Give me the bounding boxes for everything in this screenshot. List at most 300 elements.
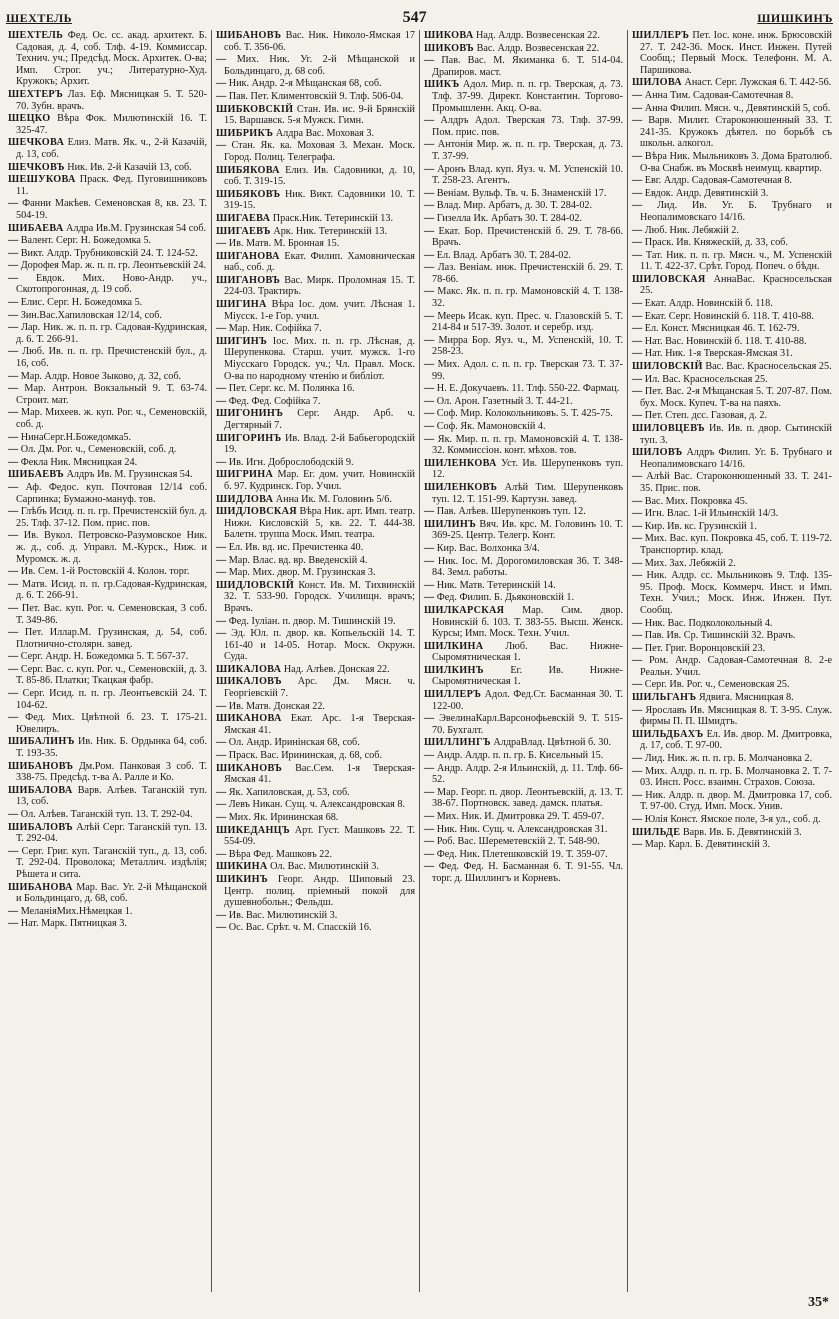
directory-entry <box>424 811 623 823</box>
entry-dash: — <box>424 286 435 298</box>
directory-entry <box>424 849 623 861</box>
entry-text: Ник. Алдр. сс. Мыльниковъ 9. Тлф. 135-95. Проф. Моск. Коммерч. Инст. и Имп. Техн. Учил.; Моск. Инж. Инжен. Пут. Сообщ. <box>640 570 832 616</box>
directory-entry <box>216 494 415 506</box>
entry-text: МеланіяМих.Нѣмецкая 1. <box>18 905 133 917</box>
directory-entry <box>8 712 207 735</box>
directory-entry <box>8 603 207 626</box>
entry-text: Ник. Матв. Тетеринскій 14. <box>434 579 556 591</box>
entry-surname: ШИКИНЪ <box>216 873 268 885</box>
directory-entry <box>632 90 832 102</box>
entry-dash: — <box>424 139 435 151</box>
entry-dash: — <box>424 163 435 175</box>
directory-entry <box>632 103 832 115</box>
entry-dash: — <box>632 789 643 801</box>
entry-text: Алдра Ив.М. Грузинская 54 соб. <box>63 222 207 234</box>
entry-dash: — <box>8 431 19 443</box>
entry-surname: ШЕЧКОВЪ <box>8 161 65 173</box>
directory-entry <box>632 323 832 335</box>
entry-text: Люб. Ив. п. п. гр. Пречистенскій бул., д. 16, соб. <box>16 346 207 370</box>
entry-dash: — <box>632 249 643 261</box>
entry-surname: ШИБАЛОВЪ <box>8 821 74 833</box>
entry-text: Вас. Ник. Николо-Ямская 17 соб. Т. 356-06. <box>224 30 415 53</box>
entry-text: Пет. Григ. Воронцовскій 23. <box>642 642 766 654</box>
entry-dash: — <box>8 309 19 321</box>
entry-surname: ШИЛКИНА <box>424 640 484 652</box>
entry-text: Анна Ик. М. Головинъ 5/6. <box>273 493 392 505</box>
entry-dash: — <box>8 809 19 820</box>
directory-entry <box>8 273 207 296</box>
entry-text: Мар. Алдр. Новое Зыково, д. 32, соб. <box>18 370 182 382</box>
entry-text: Елис. Серг. Н. Божедомка 5. <box>18 297 143 309</box>
entry-text: Влад. Мир. Арбатъ, д. 30. Т. 284-02. <box>434 200 593 212</box>
directory-entry <box>216 616 415 628</box>
directory-entry <box>632 471 832 494</box>
directory-entry <box>424 383 623 395</box>
directory-entry <box>424 434 623 457</box>
directory-entry <box>216 922 415 934</box>
entry-text: Фед. Филип. Б. Дьяконовскій 1. <box>434 592 575 604</box>
entry-dash: — <box>8 506 19 518</box>
directory-entry <box>424 787 623 810</box>
directory-entry <box>216 238 415 250</box>
entry-text: Екат. Алдр. Новинскій б. 118. <box>642 298 773 310</box>
entry-dash: — <box>8 578 19 590</box>
entry-dash: — <box>632 617 643 629</box>
directory-entry <box>632 374 832 386</box>
entry-text: Іос. Мих. п. п. гр. Лѣсная, д. Шерупенкова. Старш. учит. мужск. 1-го Міусскаго Городск. уч.; Чл. Правл. Моск. О-ва по народному чтенію и библіот. <box>224 335 415 382</box>
entry-text: Лаз. Веніам. инж. Пречистенскій б. 29. Т. 78-66. <box>432 262 623 285</box>
directory-entry <box>8 846 207 881</box>
entry-text: Анна Тим. Садовая-Самотечная 8. <box>642 89 794 101</box>
entry-dash: — <box>632 175 643 187</box>
directory-entry <box>424 213 623 225</box>
entry-text: Антонія Мир. ж. п. п. гр. Тверская, д. 73. Т. 37-99. <box>432 139 623 162</box>
entry-text: Анаст. Серг. Лужская 6. Т. 442-56. <box>681 77 832 89</box>
entry-text: Серг. Григ. куп. Таганскій туп., д. 13, соб. Т. 292-04. Проволока; Металлич. издѣлія; Рѣшета и сита. <box>16 845 207 880</box>
directory-entry <box>216 396 415 408</box>
entry-dash: — <box>632 839 643 851</box>
directory-entry <box>8 627 207 650</box>
entry-dash: — <box>632 224 643 236</box>
directory-entry <box>216 713 415 736</box>
directory-entry <box>424 43 623 55</box>
directory-entry <box>216 542 415 554</box>
directory-entry <box>424 335 623 358</box>
entry-dash: — <box>632 495 643 507</box>
directory-entry <box>8 651 207 663</box>
directory-entry <box>8 113 207 136</box>
entry-surname: ШИЛОВСКАЯ <box>632 273 706 285</box>
entry-surname: ШИКАЛОВЪ <box>216 676 282 688</box>
directory-entry <box>8 162 207 174</box>
entry-dash: — <box>424 334 435 346</box>
entry-text: Праск. Фед. Пуговишниковъ 11. <box>16 174 207 197</box>
entry-text: Ядвига. Мясницкая 8. <box>696 692 794 704</box>
entry-dash: — <box>8 235 19 247</box>
entry-text: Алѣй Серг. Таганскій туп. 13. Т. 292-04. <box>16 821 207 845</box>
entry-text: Андр. Алдр. 2-я Ильинскій, д. 11. Тлф. 66-52. <box>432 762 623 786</box>
entry-text: Мар. Влас. вд. вр. Введенскій 4. <box>226 554 368 566</box>
directory-entry <box>632 630 832 642</box>
entry-text: Мар. Мих. двор. М. Грузинская 3. <box>226 567 376 579</box>
directory-entry <box>632 188 832 200</box>
entry-dash: — <box>216 78 227 90</box>
entry-text: Валент. Серг. Н. Божедомка 5. <box>18 235 152 247</box>
directory-entry <box>216 861 415 873</box>
directory-entry <box>424 836 623 848</box>
entry-surname: ШИЛЬДЕ <box>632 826 681 838</box>
entry-text: Мар. Георг. п. двор. Леонтьевскій, д. 13. Т. 38-67. Портновск. завед. дамск. платья. <box>432 786 623 810</box>
entry-text: Зин.Вас.Хапиловская 12/14, соб. <box>18 309 162 321</box>
entry-surname: ШИБАНОВЪ <box>216 30 282 41</box>
entry-dash: — <box>8 566 19 578</box>
entry-text: Пет. Іос. коне. инж. Брюсовскій 27. Т. 242-36. Моск. Инст. Инжен. Путей Сообщ.; Первый Моск. Телефонн. М. А. Паршикова. <box>640 30 832 76</box>
directory-entry <box>8 469 207 481</box>
entry-surname: ШИЛКИНЪ <box>424 664 484 676</box>
entry-dash: — <box>216 323 227 335</box>
entry-surname: ШИГОНИНЪ <box>216 408 284 420</box>
entry-dash: — <box>632 150 643 162</box>
entry-surname: ШИКАНОВА <box>216 713 282 725</box>
entry-text: Лид. Ник. ж. п. п. гр. Б. Молчановка 2. <box>642 753 813 765</box>
directory-entry <box>424 139 623 162</box>
entry-text: Викт. Алдр. Трубниковскій 24. Т. 124-52. <box>18 247 198 259</box>
entry-dash: — <box>632 410 643 422</box>
directory-entry <box>8 918 207 930</box>
directory-entry <box>216 825 415 848</box>
entry-text: Серг. Исид. п. п. гр. Леонтьевскій 24. Т. 104-62. <box>16 688 207 711</box>
entry-dash: — <box>632 655 643 667</box>
entry-dash: — <box>8 407 19 419</box>
entry-text: Мар. Карл. Б. Девятинскій 3. <box>642 839 771 851</box>
entry-dash: — <box>632 533 643 545</box>
entry-surname: ШИЛЛЕРЪ <box>632 30 690 41</box>
entry-text: Ив. Игн. Доброслободскій 9. <box>226 456 354 468</box>
directory-entry <box>216 567 415 579</box>
entry-dash: — <box>424 225 435 237</box>
directory-entry <box>216 336 415 382</box>
directory-entry <box>216 408 415 431</box>
directory-entry <box>632 151 832 174</box>
entry-text: Лар. Ник. ж. п. п. гр. Садовая-Кудринская, д. 6. Т. 266-91. <box>16 322 207 345</box>
entry-dash: — <box>424 200 435 212</box>
directory-entry <box>632 447 832 470</box>
entry-text: Алдръ Ив. М. Грузинская 54. <box>64 469 193 481</box>
directory-entry <box>8 310 207 322</box>
entry-dash: — <box>216 456 227 468</box>
entry-text: Веніам. Вульф. Тв. ч. Б. Знаменскій 17. <box>434 187 607 199</box>
entry-surname: ШИБКОВСКІЙ <box>216 103 294 115</box>
entry-dash: — <box>632 642 643 654</box>
directory-entry <box>216 383 415 395</box>
directory-entry <box>424 737 623 749</box>
entry-dash: — <box>8 845 19 857</box>
directory-entry <box>632 115 832 150</box>
directory-entry <box>632 200 832 223</box>
directory-entry <box>8 198 207 221</box>
entry-text: Дорофея Мар. ж. п. п. гр. Леонтьевскій 24. <box>18 260 206 272</box>
entry-dash: — <box>424 592 435 604</box>
directory-entry <box>424 359 623 382</box>
entry-dash: — <box>424 262 435 274</box>
entry-surname: ШЕХТЕРЪ <box>8 88 64 100</box>
entry-text: Алѣй Тим. Шерупенковъ туп. 12. Т. 151-99. Картузн. завед. <box>432 481 623 505</box>
entry-text: Нат. Марк. Пятницкая 3. <box>18 918 127 930</box>
entry-text: Пет. Степ. дсс. Газовая, д. 2. <box>642 410 768 422</box>
entry-surname: ШИДЛОВСКІЙ <box>216 579 295 591</box>
entry-text: АлдраВлад. Цвѣтной б. 30. <box>490 737 611 749</box>
entry-text: Вяч. Ив. крс. М. Головинъ 10. Т. 369-25. Центр. Телегр. Конт. <box>432 518 623 542</box>
directory-entry <box>632 790 832 813</box>
entry-dash: — <box>424 408 435 420</box>
entry-text: Евдок. Мих. Ново-Андр. уч., Скотопрогонная, д. 19 соб. <box>16 272 207 296</box>
directory-entry <box>632 175 832 187</box>
entry-text: Ег. Ив. Нижне-Сыромятническая 1. <box>432 664 623 688</box>
entry-text: Серг. Андр. Н. Божедомка 5. Т. 567-37. <box>18 651 189 663</box>
entry-dash: — <box>8 530 19 542</box>
entry-dash: — <box>216 238 227 250</box>
entry-text: Уст. Ив. Шерупенковъ туп. 12. <box>432 457 623 481</box>
entry-text: Арк. Ник. Тетеринскій 13. <box>270 225 388 237</box>
entry-text: Ром. Андр. Садовая-Самотечная 8. 2-е Реальн. Учил. <box>640 655 832 678</box>
entry-text: Екат. Бор. Пречистенскій б. 29. Т. 78-66. Врачъ. <box>432 225 623 249</box>
entry-text: Соф. Мир. Колокольниковъ. 5. Т. 425-75. <box>434 408 613 420</box>
directory-entry <box>632 839 832 851</box>
entry-text: Як. Хапиловская, д. 53, соб. <box>226 786 350 798</box>
entry-text: Вас. Мих. Покровка 45. <box>642 495 748 507</box>
entry-text: Кир. Вас. Волхонка 3/4. <box>434 542 540 554</box>
entry-text: Мих. Зах. Лебяжій 2. <box>642 557 736 569</box>
entry-dash: — <box>632 89 643 101</box>
directory-entry <box>424 30 623 42</box>
directory-entry <box>216 628 415 663</box>
directory-entry <box>424 396 623 408</box>
entry-text: Ив. Вукол. Петровско-Разумовское Ник. ж. д., соб. д. Управл. М.-Курск., Ниж. и Муромск. ж. д. <box>16 530 207 565</box>
directory-entry <box>216 189 415 212</box>
directory-entry <box>216 140 415 163</box>
directory-entry <box>8 407 207 430</box>
entry-text: Ел. Конст. Мясницкая 46. Т. 162-79. <box>642 323 800 335</box>
entry-surname: ШИБАНОВЪ <box>8 760 74 772</box>
directory-entry <box>424 824 623 836</box>
directory-entry <box>424 750 623 762</box>
entry-text: Пав. Вас. М. Якиманка 6. Т. 514-04. Драпиров. маст. <box>432 55 623 78</box>
entry-dash: — <box>424 395 435 407</box>
directory-entry <box>424 55 623 78</box>
entry-dash: — <box>424 750 435 762</box>
entry-text: Арт. Густ. Машковъ 22. Т. 554-09. <box>224 824 415 848</box>
entry-dash: — <box>8 260 19 272</box>
entry-text: Ярославъ Ив. Мясницкая 8. Т. 3-95. Служ. фирмы П. П. Шмидтъ. <box>640 704 832 728</box>
running-head-right: ШИШКИНЪ <box>757 10 833 25</box>
entry-text: Ол. Арон. Газетный 3. Т. 44-21. <box>434 395 573 407</box>
entry-text: Макс. Як. п. п. гр. Мамоновскій 4. Т. 138-32. <box>432 286 623 310</box>
directory-entry <box>8 89 207 112</box>
entry-text: Меерь Исак. куп. Прес. ч. Глазовскій 5. Т. 214-84 и 517-39. Золот. и серебр. изд. <box>432 310 623 334</box>
entry-dash: — <box>632 102 643 114</box>
entry-text: ЭвелинаКарл.Варсонофьевскій 9. Т. 515-70. Бухгалт. <box>432 713 623 736</box>
entry-surname: ШИГАЕВЪ <box>216 225 271 237</box>
entry-dash: — <box>424 187 435 199</box>
directory-entry <box>8 346 207 369</box>
entry-dash: — <box>216 140 227 152</box>
entry-text: Мих. Алдр. п. п. гр. Б. Молчановка 2. Т. 7-03. Инсп. Росс. взаимн. Страхов. Союза. <box>640 765 832 789</box>
entry-text: Н. Е. Докучаевъ. 11. Тлф. 550-22. Фармац. <box>434 383 620 395</box>
directory-entry <box>8 260 207 272</box>
entry-dash: — <box>424 579 435 591</box>
entry-text: Ив. Матв. М. Бронная 15. <box>226 238 340 250</box>
directory-entry <box>216 433 415 456</box>
entry-text: Над. Алдр. Возвесенская 22. <box>473 30 600 41</box>
directory-entry <box>424 458 623 481</box>
entry-surname: ШИКАЛОВА <box>216 663 282 675</box>
entry-text: Алдръ Филип. Уг. Б. Трубнаго и Неопалимовскаго 14/16. <box>640 447 832 470</box>
entry-text: Ник. Викт. Садовники 10. Т. 319-15. <box>224 188 415 212</box>
entry-text: Андр. Алдр. п. п. гр. Б. Кисельный 15. <box>434 750 604 762</box>
directory-entry <box>632 77 832 89</box>
entry-text: Ел. Влад. Арбатъ 30. Т. 284-02. <box>434 249 571 261</box>
entry-text: Игн. Влас. 1-й Ильинскій 14/3. <box>642 508 779 520</box>
directory-entry <box>8 383 207 406</box>
entry-text: Пав. Ив. Ср. Тишинскій 32. Врачъ. <box>642 630 796 642</box>
entry-text: Ив. Ив. п. двор. Сытинскій туп. 3. <box>640 423 832 446</box>
directory-entry <box>216 812 415 824</box>
entry-dash: — <box>424 506 435 518</box>
directory-entry <box>632 348 832 360</box>
directory-entry <box>632 225 832 237</box>
directory-entry <box>216 226 415 238</box>
directory-entry <box>216 275 415 298</box>
entry-text: Праск. Вас. Ирининская, д. 68, соб. <box>226 750 382 762</box>
entry-text: Ив. Ник. Б. Ордынка 64, соб. Т. 193-35. <box>16 736 207 760</box>
entry-text: Варв. Ив. Б. Девятинскій 3. <box>680 826 802 838</box>
entry-text: Ол. Дм. Рог. ч., Семеновскій, соб. д. <box>18 444 177 456</box>
entry-text: Як. Мир. п. п. гр. Мамоновскій 4. Т. 138-32. Коммиссіон. конт. мѣхов. тов. <box>432 433 623 457</box>
directory-entry <box>632 766 832 789</box>
directory-entry <box>216 737 415 749</box>
entry-text: АннаВас. Красносельская 25. <box>640 273 832 297</box>
entry-dash: — <box>424 433 435 445</box>
entry-dash: — <box>216 567 227 579</box>
column-4 <box>628 30 836 1292</box>
entry-text: Ник. Андр. 2-я Мѣщанская 68, соб. <box>226 78 382 90</box>
entry-surname: ШЕЦКО <box>8 113 51 125</box>
directory-entry <box>8 432 207 444</box>
directory-entry <box>216 30 415 53</box>
entry-surname: ШИЛОВСКІЙ <box>632 361 703 373</box>
entry-text: Ос. Вас. Срѣт. ч. М. Спасскій 16. <box>226 922 372 934</box>
entry-text: Люб. Ник. Лебяжій 2. <box>642 224 739 236</box>
entry-text: Пав. Алѣев. Шерупенковъ туп. 12. <box>434 506 586 518</box>
entry-text: Роб. Вас. Шереметевскій 2. Т. 548-90. <box>434 836 600 848</box>
directory-entry <box>8 297 207 309</box>
entry-dash: — <box>216 54 227 66</box>
directory-entry <box>8 566 207 578</box>
directory-entry <box>632 237 832 249</box>
entry-text: Ил. Вас. Красносельская 25. <box>642 373 768 385</box>
entry-text: Соф. Як. Мамоновскій 4. <box>434 421 546 432</box>
entry-dash: — <box>424 421 435 432</box>
entry-text: Мар. Антрон. Вокзальный 9. Т. 63-74. Строит. мат. <box>16 383 207 406</box>
directory-entry <box>632 274 832 297</box>
entry-dash: — <box>8 346 19 358</box>
directory-entry <box>8 809 207 821</box>
directory-entry <box>632 311 832 323</box>
entry-text: Пет. Серг. кс. М. Полянка 16. <box>226 383 355 395</box>
entry-dash: — <box>8 322 19 334</box>
entry-text: Мих. Ник. Уг. 2-й Мѣщанской и Больдинцаго, д. 68 соб. <box>224 54 415 77</box>
entry-text: Фед. Мих. Цвѣтной б. 23. Т. 175-21. Ювелиръ. <box>16 712 207 735</box>
entry-text: Нат. Вас. Новинскій б. 118. Т. 410-88. <box>642 335 807 347</box>
entry-surname: ШИГАЕВА <box>216 212 271 224</box>
entry-dash: — <box>216 541 227 553</box>
entry-text: Арс. Дм. Мясн. ч. Георгіевскій 7. <box>224 676 415 700</box>
directory-entry <box>216 78 415 90</box>
entry-dash: — <box>216 799 227 811</box>
directory-entry <box>424 262 623 285</box>
entry-dash: — <box>216 922 227 934</box>
directory-entry <box>8 30 207 88</box>
directory-entry <box>216 910 415 922</box>
directory-entry <box>424 605 623 640</box>
entry-dash: — <box>424 555 435 567</box>
directory-entry <box>424 689 623 712</box>
entry-dash: — <box>424 249 435 261</box>
directory-entry <box>216 299 415 322</box>
directory-entry <box>216 664 415 676</box>
entry-dash: — <box>424 542 435 554</box>
entry-surname: ШИБАЕВЪ <box>8 469 65 481</box>
directory-entry <box>632 250 832 273</box>
directory-entry <box>216 750 415 762</box>
directory-entry <box>8 688 207 711</box>
entry-text: Лаз. Еф. Мясницкая 5. Т. 520-70. Зубн. врачъ. <box>16 88 207 112</box>
entry-dash: — <box>8 383 19 395</box>
entry-text: Ив. Матв. Донская 22. <box>226 700 325 712</box>
directory-entry <box>424 665 623 688</box>
directory-entry <box>8 371 207 383</box>
entry-text: Алѣй Вас. Староконюшенный 33. Т. 241-35. Прис. пов. <box>640 471 832 494</box>
entry-text: Вѣра Ник. арт. Имп. театр. Нижн. Кисловскій 5, кв. 22. Т. 444-38. Балетн. труппа Моск. Имп. театра. <box>224 506 415 541</box>
directory-entry <box>424 713 623 736</box>
directory-entry <box>424 519 623 542</box>
entry-text: Ел. Ив. двор. М. Дмитровка, д. 17, соб. Т. 97-00. <box>640 728 832 752</box>
entry-surname: ШИГОРИНЪ <box>216 432 282 444</box>
entry-dash: — <box>632 630 643 642</box>
entry-text: Вѣра Ник. Мыльниковъ 3. Дома Братолюб. О-ва Снабж. въ Москвѣ неимущ. квартир. <box>640 150 832 174</box>
entry-dash: — <box>8 651 19 663</box>
entry-text: Праск.Ник. Тетеринскій 13. <box>270 212 394 224</box>
directory-entry <box>216 91 415 103</box>
entry-surname: ШИЛЬГАНЪ <box>632 692 697 704</box>
entry-text: Екат. Филип. Хамовническая наб., соб. д. <box>224 250 415 274</box>
entry-text: Вас. Алдр. Возвесенская 22. <box>474 42 600 54</box>
signature-mark: 35* <box>808 1295 829 1310</box>
entry-dash: — <box>424 359 435 371</box>
entry-surname: ШИЛЕНКОВА <box>424 457 497 469</box>
entry-text: Фед. Ос. сс. акад. архитект. Б. Садовая, д. 4, соб. Тлф. 4-19. Коммиссар. Технич. уч.; Предсѣд. Моск. Архитек. О-ва; Имп. Строг. уч.; Литературно-Худ. Кружокъ; Архит. <box>16 30 207 88</box>
directory-entry <box>424 226 623 249</box>
directory-entry <box>424 421 623 433</box>
entry-surname: ШИЛОВА <box>632 77 682 89</box>
entry-dash: — <box>632 348 643 360</box>
entry-dash: — <box>424 823 435 835</box>
entry-dash: — <box>8 712 19 724</box>
directory-entry <box>8 906 207 918</box>
directory-entry <box>632 386 832 409</box>
entry-dash: — <box>8 688 19 700</box>
entry-surname: ШИБЯКОВА <box>216 164 280 176</box>
